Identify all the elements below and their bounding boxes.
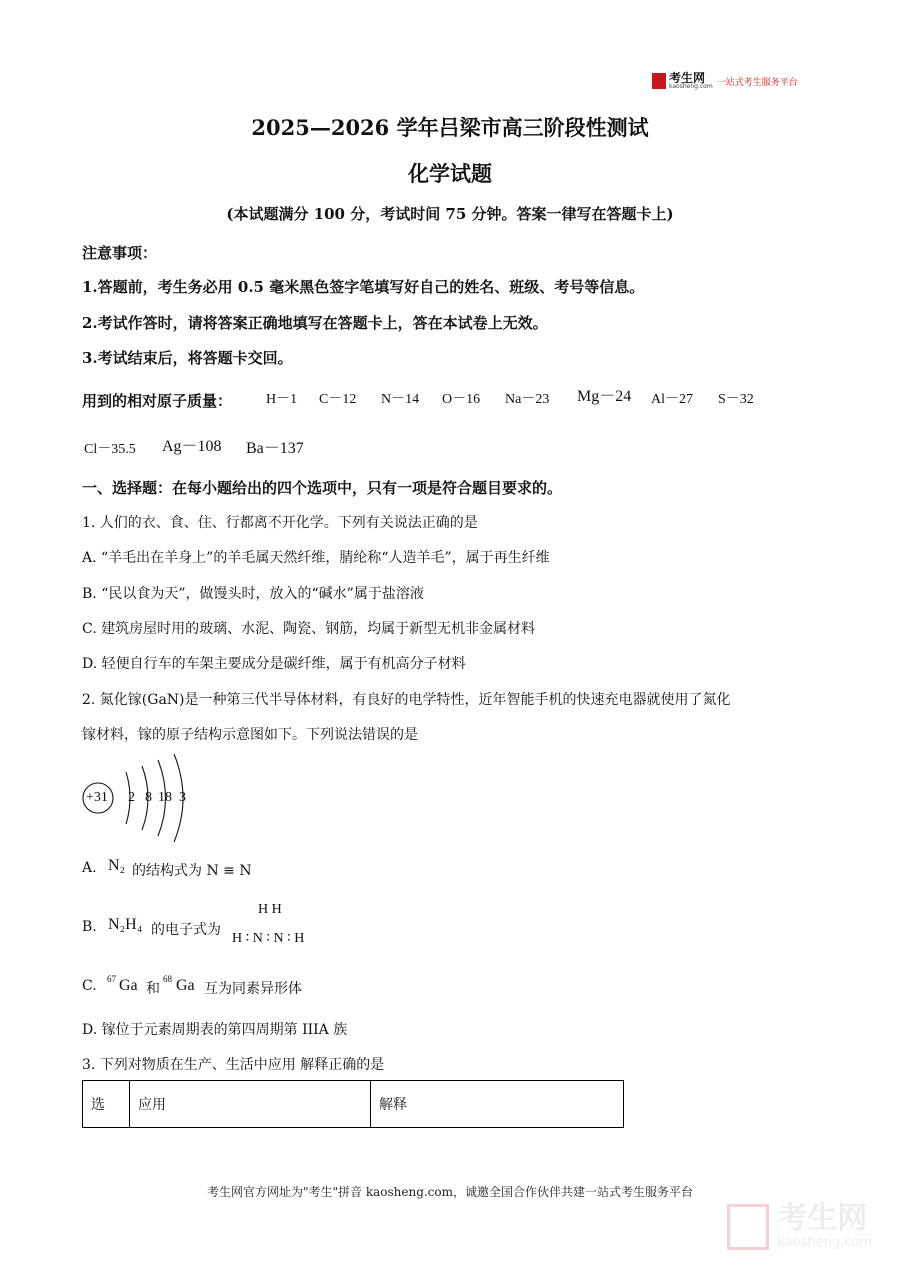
page-title: 2025—2026 学年吕梁市高三阶段性测试 [251, 115, 649, 140]
electron-formula-top: H H [258, 902, 282, 917]
isotope-symbol: Ga [176, 977, 195, 994]
n2h4-formula: N₂H₄ [108, 916, 143, 933]
q3-table [82, 1080, 624, 1128]
subject-title: 化学试题 [408, 161, 492, 186]
table-row [83, 1081, 624, 1128]
atomic-mass: Al－27 [651, 392, 693, 407]
question-stem: 1. 人们的衣、食、住、行都离不开化学。下列有关说法正确的是 [82, 515, 478, 531]
atomic-mass: Cl－35.5 [84, 442, 136, 457]
electron-formula: H ∶ N ∶ N ∶ H [232, 931, 305, 946]
atomic-mass-label: 用到的相对原子质量： [82, 392, 233, 410]
option-a: A. “羊毛出在羊身上”的羊毛属天然纤维，腈纶称“人造羊毛”，属于再生纤维 [82, 550, 550, 566]
option-c: C. 建筑房屋时用的玻璃、水泥、陶瓷、钢筋，均属于新型无机非金属材料 [82, 621, 536, 637]
question-stem: 3. 下列对物质在生产、生活中应用 解释正确的是 [82, 1057, 385, 1073]
option-b-label: B. [82, 919, 97, 935]
watermark-domain: kaosheng.com [777, 1235, 872, 1250]
option-c-text: 互为同素异形体 [204, 981, 302, 997]
atomic-mass: C－12 [319, 392, 357, 407]
atomic-mass: H－1 [266, 392, 298, 407]
isotope-mass: 68 [163, 974, 172, 984]
shell-electrons: 3 [179, 790, 186, 805]
section-heading: 一、选择题：在每小题给出的四个选项中，只有一项是符合题目要求的。 [82, 479, 563, 497]
option-b: B. “民以食为天”，做馒头时，放入的“碱水”属于盐溶液 [82, 586, 424, 602]
option-d: D. 镓位于元素周期表的第四周期第 IIIA 族 [82, 1022, 348, 1038]
watermark-logo [727, 1203, 872, 1250]
logo-text [669, 72, 713, 90]
shell-electrons: 2 [128, 790, 135, 805]
watermark-icon [727, 1204, 769, 1250]
logo-slogan: 一站式考生服务平台 [716, 77, 798, 88]
table-header-cell: 应用 [130, 1081, 371, 1128]
footer-text: 考生网官方网址为"考生"拼音 kaosheng.com，诚邀全国合作伙伴共建一站式考生服务平台 [206, 1185, 694, 1199]
note-item: 3.考试结束后，将答题卡交回。 [82, 349, 293, 367]
option-b-text: 的电子式为 [151, 922, 221, 938]
shell-electrons: 18 [158, 790, 172, 805]
atomic-mass: N－14 [381, 392, 420, 407]
atomic-mass: Mg－24 [577, 388, 632, 405]
isotope-symbol: Ga [119, 977, 138, 994]
note-item: 2.考试作答时，请将答案正确地填写在答题卡上，答在本试卷上无效。 [82, 314, 548, 332]
nucleus-charge: +31 [86, 790, 108, 805]
shell-electrons: 8 [145, 790, 152, 805]
logo-name: 考生网 [669, 71, 706, 85]
logo-icon [652, 73, 666, 89]
table-header-cell: 解释 [371, 1081, 624, 1128]
option-c-and: 和 [146, 981, 160, 997]
isotope-mass: 67 [107, 974, 116, 984]
question-stem: 2. 氮化镓(GaN)是一种第三代半导体材料，有良好的电学特性，近年智能手机的快速充电器就使用了氮化 [82, 692, 731, 708]
notes-heading: 注意事项： [82, 244, 158, 262]
note-item: 1.答题前，考生务必用 0.5 毫米黑色签字笔填写好自己的姓名、班级、考号等信息。 [82, 278, 645, 296]
option-a-text: 的结构式为 N ≡ N [132, 863, 252, 879]
question-stem-cont: 镓材料，镓的原子结构示意图如下。下列说法错误的是 [82, 727, 418, 743]
n2-formula: N₂ [108, 857, 126, 874]
atomic-mass: Ag－108 [162, 438, 222, 455]
header-logo [652, 72, 798, 90]
atomic-mass: Ba－137 [246, 440, 304, 457]
logo-domain: kaosheng.com [669, 83, 713, 90]
watermark-name: 考生网 [777, 1201, 868, 1236]
table-header-cell: 选 [83, 1081, 130, 1128]
watermark-text [777, 1203, 872, 1250]
option-c-label: C. [82, 978, 97, 994]
option-a-label: A. [82, 860, 97, 876]
option-d: D. 轻便自行车的车架主要成分是碳纤维，属于有机高分子材料 [82, 656, 466, 672]
exam-info: (本试题满分 100 分，考试时间 75 分钟。答案一律写在答题卡上) [226, 205, 674, 223]
atomic-mass: S－32 [718, 392, 754, 407]
atomic-mass: O－16 [442, 392, 481, 407]
atomic-mass: Na－23 [505, 392, 550, 407]
